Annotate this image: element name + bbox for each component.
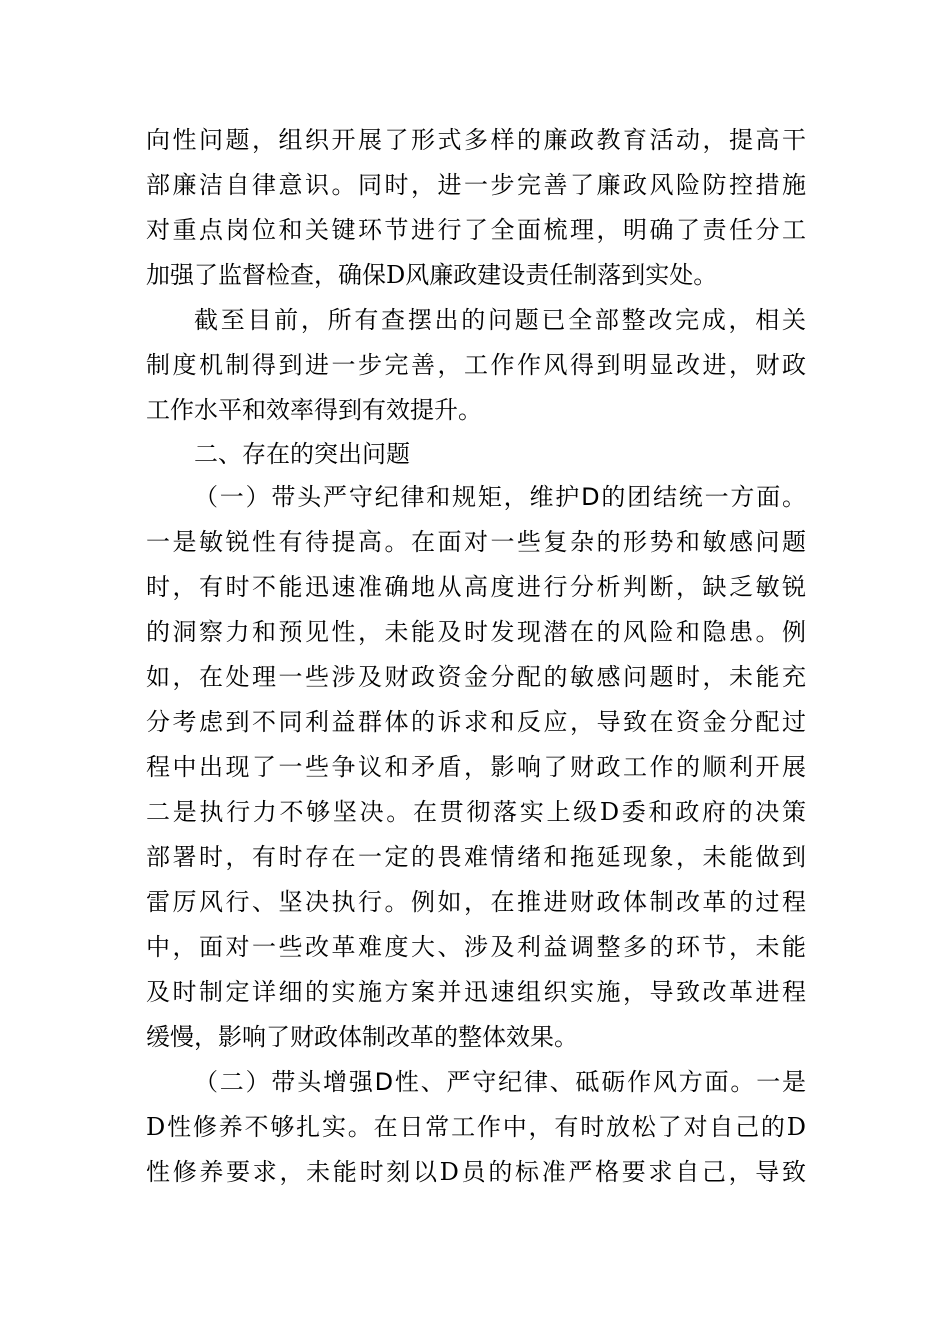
paragraph-text: 一是 (756, 1068, 806, 1096)
subsection-heading: （二）带头增强D性、严守纪律、砥砺作风方面。 (194, 1068, 757, 1096)
paragraph-line: 及时制定详细的实施方案并迅速组织实施，导致改革进程 (146, 978, 806, 1006)
paragraph-line: 如，在处理一些涉及财政资金分配的敏感问题时，未能充 (146, 663, 806, 691)
paragraph-line: 时，有时不能迅速准确地从高度进行分析判断，缺乏敏锐 (146, 573, 806, 601)
paragraph-line: 缓慢，影响了财政体制改革的整体效果。 (146, 1023, 578, 1051)
paragraph-line: 截至目前，所有查摆出的问题已全部整改完成，相关 (194, 306, 806, 334)
paragraph-line: 向性问题，组织开展了形式多样的廉政教育活动，提高干 (146, 126, 806, 154)
paragraph-line: 性修养要求，未能时刻以D员的标准严格要求自己，导致 (146, 1158, 806, 1186)
paragraph-line: D性修养不够扎实。在日常工作中，有时放松了对自己的D (146, 1113, 806, 1141)
paragraph-line: 部署时，有时存在一定的畏难情绪和拖延现象，未能做到 (146, 843, 806, 871)
subsection-line (194, 1062, 806, 1102)
paragraph-line: 程中出现了一些争议和矛盾，影响了财政工作的顺利开展 (146, 753, 806, 781)
paragraph-line: 雷厉风行、坚决执行。例如，在推进财政体制改革的过程 (146, 888, 806, 916)
paragraph-line: 二是执行力不够坚决。在贯彻落实上级D委和政府的决策 (146, 798, 806, 826)
subsection-heading: （一）带头严守纪律和规矩，维护D的团结统一方面。 (194, 483, 806, 511)
section-heading: 二、存在的突出问题 (194, 440, 410, 468)
paragraph-line: 对重点岗位和关键环节进行了全面梳理，明确了责任分工 (146, 216, 806, 244)
paragraph-line: 中，面对一些改革难度大、涉及利益调整多的环节，未能 (146, 933, 806, 961)
paragraph-line: 工作水平和效率得到有效提升。 (146, 396, 482, 424)
paragraph-line: 的洞察力和预见性，未能及时发现潜在的风险和隐患。例 (146, 618, 806, 646)
paragraph-line: 制度机制得到进一步完善，工作作风得到明显改进，财政 (146, 351, 806, 379)
paragraph-line: 加强了监督检查，确保D风廉政建设责任制落到实处。 (146, 261, 718, 289)
paragraph-line: 分考虑到不同利益群体的诉求和反应，导致在资金分配过 (146, 708, 806, 736)
paragraph-line: 一是敏锐性有待提高。在面对一些复杂的形势和敏感问题 (146, 528, 806, 556)
paragraph-line: 部廉洁自律意识。同时，进一步完善了廉政风险防控措施 (146, 171, 806, 199)
